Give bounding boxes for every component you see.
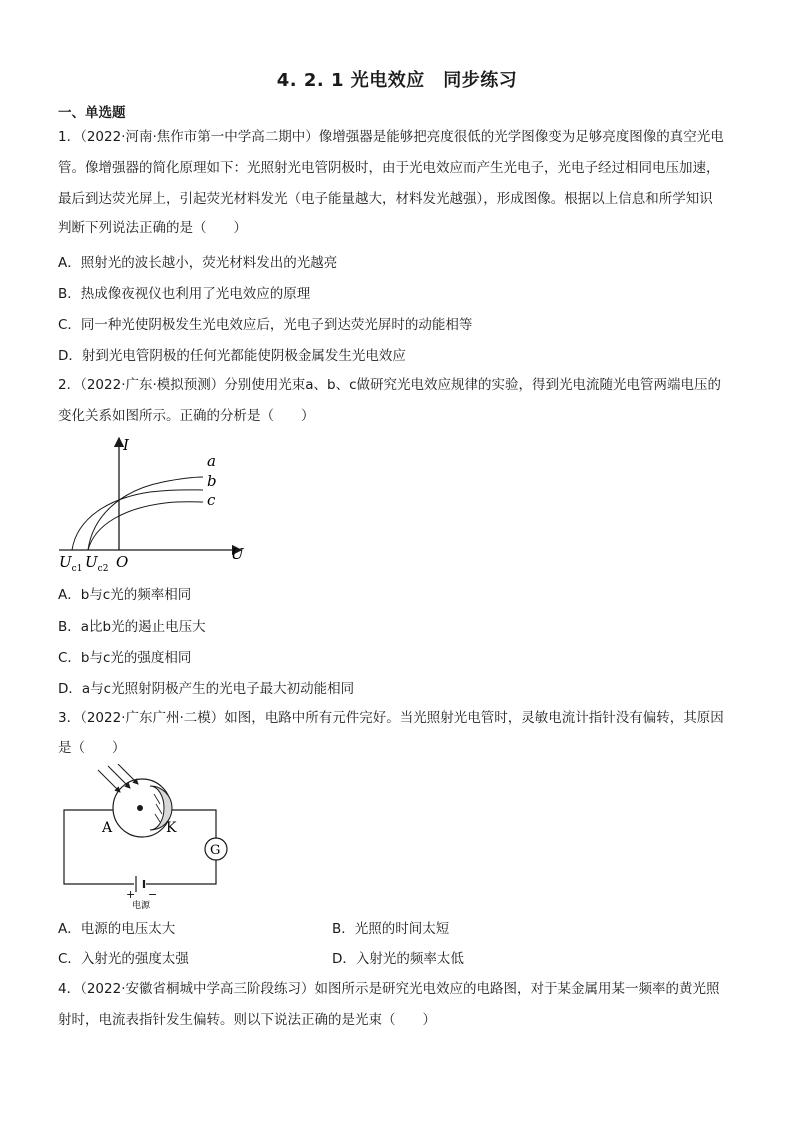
q3-option-a: A．电源的电压太大 [58,921,176,937]
q1-stem-line-1: 1．（2022·河南·焦作市第一中学高二期中）像增强器是能够把亮度很低的光学图像变为足够亮度图像的真空光电 [58,129,724,145]
q1-option-c: C．同一种光使阴极发生光电效应后，光电子到达荧光屏时的动能相等 [58,317,473,333]
q3-stem-line-2: 是（ ） [58,740,126,756]
q4-stem-line-2: 射时，电流表指针发生偏转。则以下说法正确的是光束（ ） [58,1012,436,1028]
anode-electrode [137,805,143,811]
anode-label: A [102,820,113,836]
q2-stem-line-1: 2．（2022·广东·模拟预测）分别使用光束a、b、c做研究光电效应规律的实验，得到光电流随光电管两端电压的 [58,377,722,393]
q3-option-c: C．入射光的强度太强 [58,951,189,967]
q4-stem-line-1: 4．（2022·安徽省桐城中学高三阶段练习）如图所示是研究光电效应的电路图，对于某金属用某一频率的黄光照 [58,981,720,997]
x-axis-label: U [231,545,244,563]
light-ray [118,764,138,784]
curve-a-label: a [207,452,216,470]
q1-option-d: D．射到光电管阴极的任何光都能使阴极金属发生光电效应 [58,348,406,364]
q2-stem-line-2: 变化关系如图所示。正确的分析是（ ） [58,408,315,424]
light-ray [98,770,120,792]
q3-option-d: D．入射光的频率太低 [332,951,464,967]
origin-label: O [116,553,129,571]
section-heading: 一、单选题 [58,105,126,121]
curve-a [88,477,203,550]
curve-c [88,502,203,550]
y-axis-label: I [123,436,129,454]
q3-stem-line-1: 3．（2022·广东广州·二模）如图，电路中所有元件完好。当光照射光电管时，灵敏电流计指针没有偏转，其原因 [58,710,724,726]
light-ray [108,766,130,788]
q1-option-a: A．照射光的波长越小，荧光材料发出的光越亮 [58,255,338,271]
q2-option-a: A．b与c光的频率相同 [58,587,192,603]
photocurrent-voltage-graph [55,432,255,574]
q1-option-b: B．热成像夜视仪也利用了光电效应的原理 [58,286,311,302]
curve-b-label: b [207,472,217,490]
cathode-label: K [166,820,177,836]
photocell-circuit-diagram [58,764,238,912]
battery-minus: − [148,888,158,901]
q1-stem-line-2: 管。像增强器的简化原理如下：光照射光电管阴极时，由于光电效应而产生光电子，光电子经过相同电压加速， [58,160,720,176]
q1-stem-line-3: 最后到达荧光屏上，引起荧光材料发光（电子能量越大，材料发光越强），形成图像。根据以上信息和所学知识 [58,191,713,207]
q1-stem-line-4: 判断下列说法正确的是（ ） [58,220,247,236]
curve-c-label: c [207,491,216,509]
q3-option-b: B．光照的时间太短 [332,921,450,937]
uc2-label: $U_{c2}$ [85,553,109,574]
power-source-label: 电源 [132,901,151,911]
q2-option-d: D．a与c光照射阴极产生的光电子最大初动能相同 [58,681,355,697]
page-title: 4. 2. 1 光电效应 同步练习 [276,70,518,91]
battery-plus: + [126,888,136,901]
uc1-label: $U_{c1}$ [59,553,83,574]
q2-option-b: B．a比b光的遏止电压大 [58,619,206,635]
galvanometer-label: G [210,843,221,858]
q2-option-c: C．b与c光的强度相同 [58,650,192,666]
